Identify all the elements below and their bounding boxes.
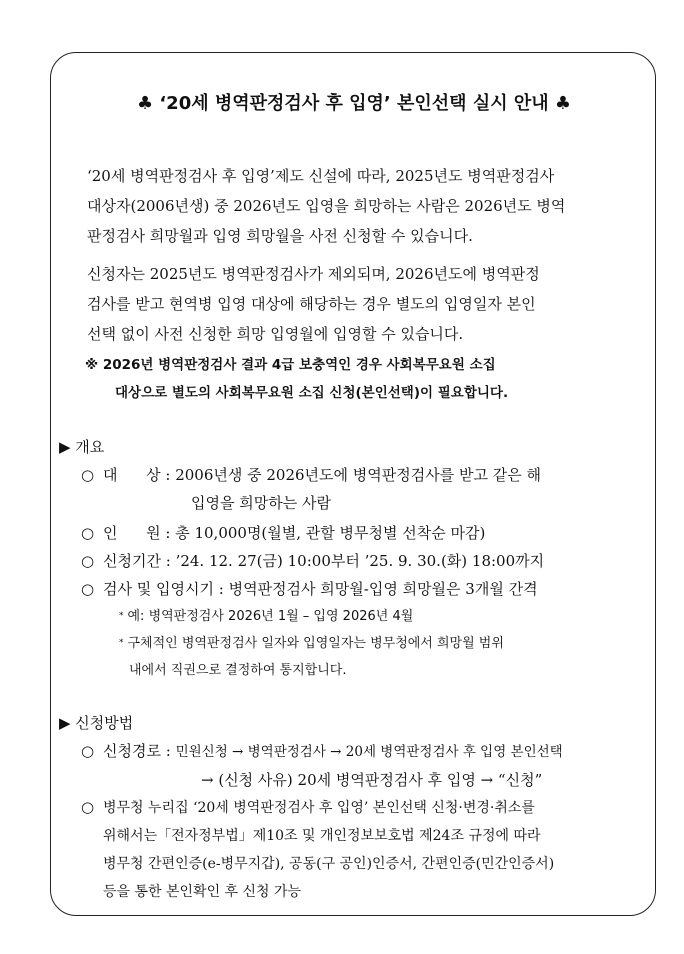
circle-bullet-icon: ○ — [81, 742, 95, 760]
circle-bullet-icon: ○ — [81, 524, 95, 542]
overview-item-timing: ○ 검사 및 입영시기 : 병역판정검사 희망월-입영 희망월은 3개월 간격 — [81, 575, 641, 603]
star-bullet-icon: * — [119, 638, 124, 648]
overview-item-count: ○ 인 원 : 총 10,000명(월별, 관할 병무청별 선착순 마감) — [81, 519, 641, 547]
method-description: ○ 병무청 누리집 ‘20세 병역판정검사 후 입영’ 본인선택 신청·변경·취소를 위해서는「전자정부법」제10조 및 개인정보보호법 제24조 규정에 따라 병무청 간편인증(e-병무지갑), 공동(구 공인)인증서, 간편인증(민간인증서) 등을 통한 본인확인 후 신청 가능 — [81, 793, 641, 906]
method-heading: ▶ 신청방법 — [59, 714, 134, 732]
intro-paragraph-1: ‘20세 병역판정검사 후 입영’제도 신설에 따라, 2025년도 병역판정검사 대상자(2006년생) 중 2026년도 입영을 희망하는 사람은 2026년도 병역 판정검사 희망월과 입영 희망월을 사전 신청할 수 있습니다. — [87, 167, 566, 245]
intro-paragraph-2: 신청자는 2025년도 병역판정검사가 제외되며, 2026년도에 병역판정 검사를 받고 현역병 입영 대상에 해당하는 경우 별도의 입영일자 본인 선택 없이 사전 신청한 희망 입영월에 입영할 수 있습니다. — [87, 265, 540, 343]
timing-example-note: * 예: 병역판정검사 2026년 1월 – 입영 2026년 4월 — [119, 609, 414, 624]
star-bullet-icon: * — [119, 611, 124, 621]
circle-bullet-icon: ○ — [81, 552, 95, 570]
circle-bullet-icon: ○ — [81, 580, 95, 598]
notice-title: ♣ ‘20세 병역판정검사 후 입영’ 본인선택 실시 안내 ♣ — [136, 93, 572, 114]
circle-bullet-icon: ○ — [81, 466, 95, 484]
notice-box — [50, 52, 656, 916]
timing-decision-note: * 구체적인 병역판정검사 일자와 입영일자는 병무청에서 희망월 범위 내에서 직권으로 결정하여 통지합니다. — [119, 636, 504, 678]
overview-item-period: ○ 신청기간 : ’24. 12. 27(금) 10:00부터 ’25. 9. 30.(화) 18:00까지 — [81, 547, 641, 575]
circle-bullet-icon: ○ — [81, 798, 95, 816]
overview-heading: ▶ 개요 — [59, 438, 105, 456]
important-note: ※ 2026년 병역판정검사 결과 4급 보충역인 경우 사회복무요원 소집 대상으로 별도의 사회복무요원 소집 신청(본인선택)이 필요합니다. — [85, 357, 509, 401]
overview-item-target: ○ 대 상 : 2006년생 중 2026년도에 병역판정검사를 받고 같은 해 입영을 희망하는 사람 — [81, 461, 641, 517]
method-route: ○ 신청경로 : 민원신청 → 병역판정검사 → 20세 병역판정검사 후 입영 본인선택 → (신청 사유) 20세 병역판정검사 후 입영 → “신청” — [81, 737, 641, 794]
